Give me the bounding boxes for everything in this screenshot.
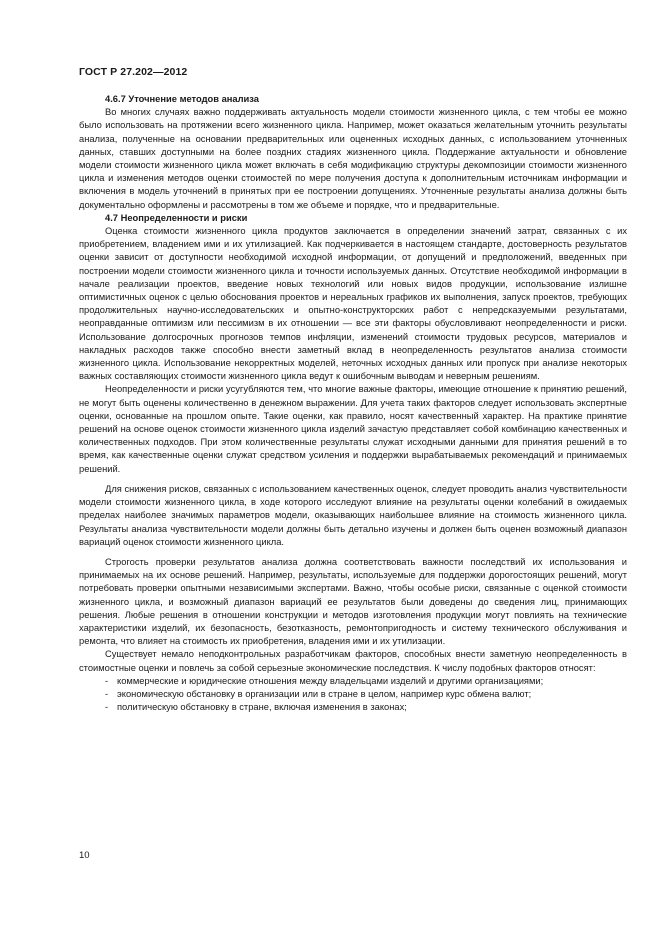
list-item bbox=[79, 675, 627, 688]
paragraph: Для снижения рисков, связанных с использованием качественных оценок, следует проводить анализ чувствительности модели стоимости жизненного цикла, в ходе которого исследуют влияние на результаты оценки колебаний в ожидаемых пределах наиболее значимых параметров модели, оказывающих наибольшее влияние на стоимость жизненного цикла. Результаты анализа чувствительности модели должны быть детально изучены и должен быть оценен возможный диапазон вариаций оценок стоимости жизненного цикла. bbox=[79, 483, 627, 547]
list-item-text: коммерческие и юридические отношения между владельцами изделий и другими организациями; bbox=[117, 675, 544, 686]
paragraph: Неопределенности и риски усугубляются тем, что многие важные факторы, имеющие отношение к принятию решений, не могут быть оценены количественно в денежном выражении. Для учета таких факторов следует использовать экспертные оценки, основанные на прошлом опыте. Такие оценки, как правило, носят качественный характер. На практике принятие решений на основе оценок стоимости жизненного цикла изделий зачастую представляет собой комбинацию качественных и количественных подходов. При этом количественные результаты служат исходными данными для принятия решений в то время, как качественные оценки служат средством усиления и поддержки вырабатываемых рекомендаций и принимаемых решений. bbox=[79, 384, 627, 474]
paragraph: Во многих случаях важно поддерживать актуальность модели стоимости жизненного цикла, с тем чтобы ее можно было использовать на протяжении всего жизненного цикла. Например, может оказаться желательным уточнить результаты анализа, полученные на основании предварительных или оцененных исходных данных, с использованием уточненных данных, ставших доступными на более поздних стадиях жизненного цикла. Поддержание актуальности и обновление модели стоимости жизненного цикла может включать в себя модификацию структуры декомпозиции стоимости жизненного цикла и изменения методов оценки стоимостей по мере получения доступа к дополнительным источникам информации и включения в модель уточнений в принятых при ее построении допущениях. Уточненные результаты анализа должны быть документально оформлены и рассмотрены в том же объеме и порядке, что и предварительные. bbox=[79, 107, 627, 210]
list-item bbox=[79, 688, 627, 701]
section-heading-4-6-7: 4.6.7 Уточнение методов анализа bbox=[105, 94, 259, 104]
bullet-dash: - bbox=[105, 688, 109, 699]
list-item bbox=[79, 701, 627, 714]
bullet-dash: - bbox=[105, 702, 109, 713]
paragraph: Строгость проверки результатов анализа должна соответствовать важности последствий их использования и принимаемых на их основе решений. Например, результаты, используемые для поддержки дорогостоящих решений, могут потребовать проверки опытными независимыми экспертами. Важно, чтобы особые риски, связанные с оценкой стоимости жизненного цикла, и возможный диапазон вариаций ее результатов были доведены до сведения лиц, принимающих решения. Любые решения в отношении конструкции и методов изготовления продукции могут повлиять на технические характеристики изделий, их безопасность, безотказность, ремонтопригодность и систему технического обслуживания и ремонта, что влияет на стоимость их приобретения, владения ими и их утилизации. bbox=[79, 556, 627, 647]
list-item-text: экономическую обстановку в организации или в стране в целом, например курс обмена валют; bbox=[117, 688, 532, 699]
page-content bbox=[79, 93, 627, 714]
document-standard-id: ГОСТ Р 27.202—2012 bbox=[79, 66, 188, 78]
paragraph: Существует немало неподконтрольных разработчикам факторов, способных внести заметную неопределенность в стоимостные оценки и повлечь за собой серьезные экономические последствия. К числу подобных факторов относят: bbox=[79, 649, 627, 673]
section-heading-4-7: 4.7 Неопределенности и риски bbox=[105, 212, 248, 223]
bullet-dash: - bbox=[105, 675, 109, 686]
paragraph: Оценка стоимости жизненного цикла продуктов заключается в определении значений затрат, связанных с их приобретением, владением ими и их утилизацией. Как подчеркивается в настоящем стандарте, достоверность результатов оценки зависит от доступности необходимой исходной информации, от допущений и предположений, введенных при построении модели стоимости жизненного цикла и точности используемых данных. Отсутствие необходимой информации в начале реализации проектов, введение новых технологий или новых видов продукции, использование излишне оптимистичных оценок с целью обоснования проектов и нереальных графиков их выполнения, запуск проектов, требующих продолжительных научно-исследовательских и опытно-конструкторских работ с непредсказуемыми результатами, неоправданные оптимизм или пессимизм в их отношении — все эти факторы обусловливают неопределенности и риски. Использование долгосрочных прогнозов темпов инфляции, изменений стоимости трудовых ресурсов, материалов и накладных расходов также способно внести заметный вклад в неопределенность результатов анализа стоимости жизненного цикла. Использование некорректных моделей, неточных исходных данных или пропуск при анализе некоторых важных составляющих стоимости жизненного цикла ведут к ошибочным выводам и неверным решениям. bbox=[79, 226, 627, 382]
page-number: 10 bbox=[79, 850, 90, 861]
list-item-text: политическую обстановку в стране, включая изменения в законах; bbox=[117, 702, 407, 713]
